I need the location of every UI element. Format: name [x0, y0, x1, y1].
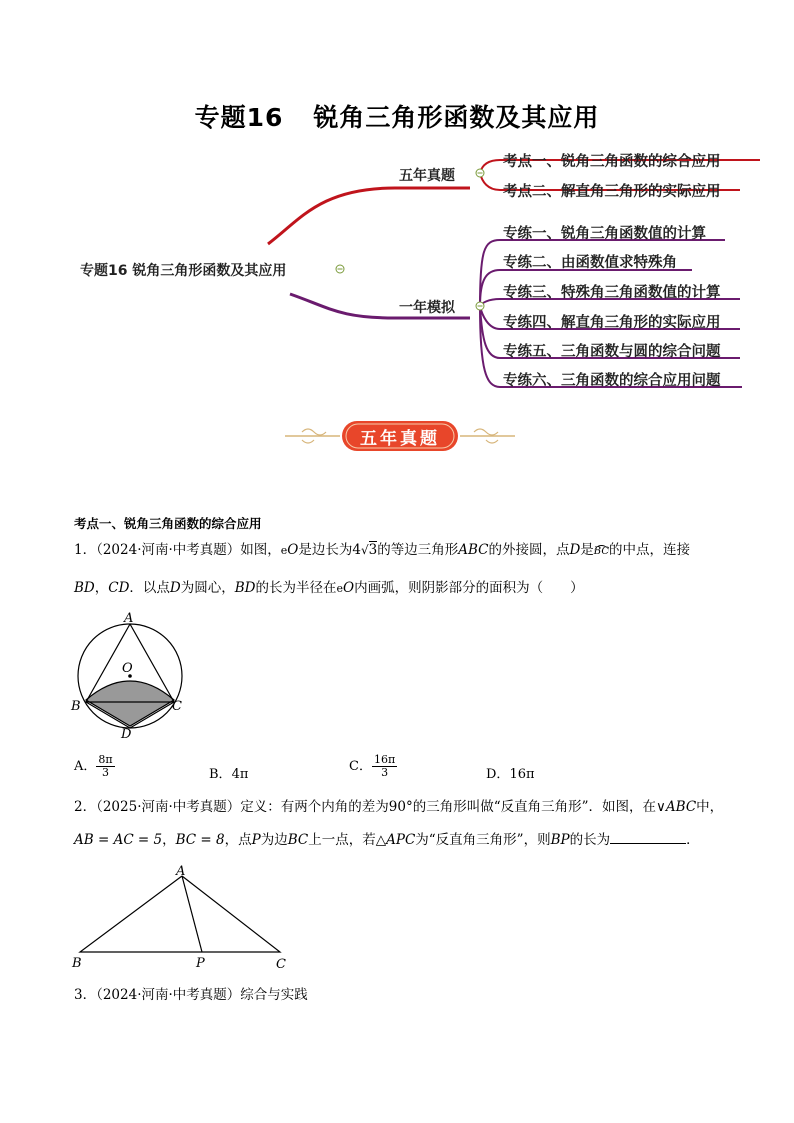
- label-C: C: [172, 699, 182, 714]
- shaded-region: [86, 681, 174, 726]
- section-banner-text: 五年真题: [360, 429, 440, 449]
- mindmap-leaf-1: 考点一、锐角三角函数的综合应用: [503, 154, 721, 170]
- label-P: P: [196, 956, 205, 971]
- q1-option-b[interactable]: B．4π: [209, 767, 249, 782]
- q2-figure: [66, 860, 306, 972]
- mindmap-leaf-2: 考点二、解直角三角形的实际应用: [503, 184, 721, 200]
- mindmap-leaf-7: 专练五、三角函数与圆的综合问题: [503, 344, 721, 360]
- mindmap-leaf-3: 专练一、锐角三角函数值的计算: [503, 226, 706, 242]
- mindmap-branch2-label: 一年模拟: [399, 300, 455, 316]
- label-D: D: [121, 727, 132, 742]
- q3-line1: 3．（2024·河南·中考真题）综合与实践: [74, 987, 308, 1003]
- label-B: B: [71, 699, 81, 714]
- label-A: A: [176, 864, 186, 879]
- label-B: B: [72, 956, 82, 971]
- label-C: C: [276, 957, 286, 972]
- q2-line1: 2．（2025·河南·中考真题）定义：有两个内角的差为90°的三角形叫做“反直角三角形”．如图，在∨ABC中，: [74, 799, 724, 815]
- mindmap-leaf-6: 专练四、解直角三角形的实际应用: [503, 315, 721, 331]
- mindmap-branch1-label: 五年真题: [399, 168, 455, 184]
- page-title: [0, 98, 794, 134]
- section-heading: 考点一、锐角三角函数的综合应用: [74, 516, 262, 531]
- label-O: O: [122, 661, 133, 676]
- triangle-abc: [80, 876, 280, 952]
- segment-ap: [182, 876, 202, 952]
- answer-blank[interactable]: [610, 831, 686, 844]
- mindmap-leaf-5: 专练三、特殊角三角函数值的计算: [503, 285, 721, 301]
- mindmap-root: 专题16 锐角三角形函数及其应用: [80, 263, 287, 279]
- label-A: A: [124, 611, 134, 626]
- mindmap-leaf-4: 专练二、由函数值求特殊角: [503, 255, 677, 271]
- title-left: 专题16: [194, 103, 284, 132]
- mindmap-leaf-8: 专练六、三角函数的综合应用问题: [503, 373, 721, 389]
- q1-line2: BD，CD．以点D为圆心，BD的长为半径在eO内画弧，则阴影部分的面积为（ ）: [74, 580, 584, 596]
- title-right: 锐角三角形函数及其应用: [313, 103, 600, 132]
- q1-figure: [66, 610, 196, 742]
- q1-line1: 1．（2024·河南·中考真题）如图，eO是边长为4√3的等边三角形ABC的外接圆，点D是BC的中点，连接: [74, 542, 690, 558]
- mindmap-branch1-line: [268, 188, 470, 244]
- q1-option-a[interactable]: A． $\frac{8\pi}{3}$: [74, 753, 113, 780]
- q2-line2: AB = AC = 5，BC = 8，点P为边BC上一点，若△APC为“反直角三角形”，则BP的长为 ．: [74, 832, 700, 848]
- q1-option-c[interactable]: C． $\frac{16\pi}{3}$: [349, 753, 396, 780]
- q1-option-d[interactable]: D．16π: [486, 767, 535, 782]
